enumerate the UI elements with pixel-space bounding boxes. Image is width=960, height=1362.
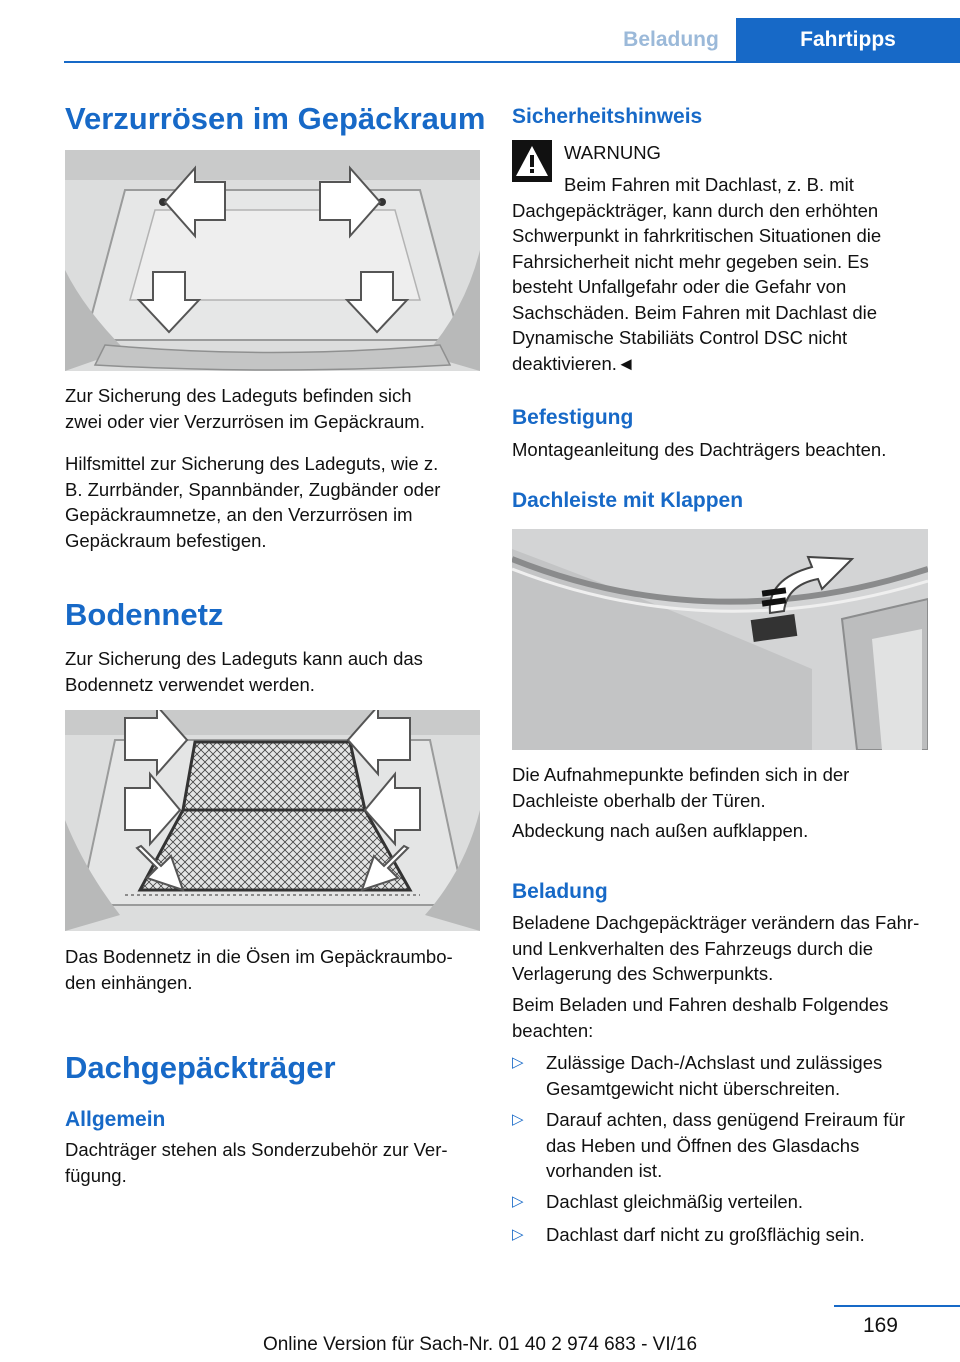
paragraph-verzurr-1: Zur Sicherung des Ladeguts befinden sich zwei oder vier Verzurrösen im Gepäckraum. xyxy=(65,385,425,432)
paragraph-befestigung: Montageanleitung des Dachträgers beachten. xyxy=(512,439,887,460)
roof-rail-illustration xyxy=(512,529,928,750)
paragraph-verzurr-2: Hilfsmittel zur Sicherung des Ladeguts, wie z. B. Zurrbänder, Spannbänder, Zugbänder oder Gepäckraumnetze, an den Verzurrösen im Gepäckraum befestigen. xyxy=(65,453,441,551)
heading-beladung: Beladung xyxy=(512,880,608,903)
figure-floor-net xyxy=(65,710,480,931)
paragraph-abdeckung: Abdeckung nach außen aufklappen. xyxy=(512,820,809,841)
paragraph-beladung-1: Beladene Dachgepäckträger verändern das Fahr- und Lenkverhalten des Fahrzeugs durch die Verlagerung des Schwerpunkts. xyxy=(512,912,920,984)
heading-dachleiste: Dachleiste mit Klappen xyxy=(512,489,744,512)
heading-bodennetz: Bodennetz xyxy=(65,597,224,632)
heading-allgemein: Allgemein xyxy=(65,1108,166,1131)
list-item-text: Darauf achten, dass genügend Freiraum für das Heben und Öffnen des Glasdachs vorhanden ist. xyxy=(546,1109,905,1181)
page-number: 169 xyxy=(862,1314,898,1337)
page-header xyxy=(0,0,960,62)
paragraph-bodennetz-1: Zur Sicherung des Ladeguts kann auch das Bodennetz verwendet werden. xyxy=(65,648,423,695)
heading-sicherheitshinweis: Sicherheitshinweis xyxy=(512,105,703,128)
trunk-tie-downs-illustration xyxy=(65,150,480,371)
floor-net-illustration xyxy=(65,710,480,931)
paragraph-allgemein: Dachträger stehen als Sonderzubehör zur Ver‐fügung. xyxy=(65,1139,448,1186)
header-tab-beladung[interactable]: Beladung xyxy=(623,28,719,51)
list-item-text: Dachlast darf nicht zu großflächig sein. xyxy=(546,1224,865,1245)
paragraph-beladung-2: Beim Beladen und Fahren deshalb Folgendes beachten: xyxy=(512,994,889,1041)
heading-verzurroesen: Verzurrösen im Gepäckraum xyxy=(65,101,486,136)
figure-trunk-tie-downs xyxy=(65,150,480,371)
bullet-triangle-icon: ▷ xyxy=(512,1111,524,1128)
list-item-text: Dachlast gleichmäßig verteilen. xyxy=(546,1191,804,1212)
footer-online-version: Online Version für Sach-Nr. 01 40 2 974 683 - VI/16 xyxy=(262,1334,698,1355)
bullet-triangle-icon: ▷ xyxy=(512,1193,524,1210)
bullet-triangle-icon: ▷ xyxy=(512,1226,524,1243)
heading-befestigung: Befestigung xyxy=(512,406,634,429)
header-rule xyxy=(64,61,960,63)
bullet-triangle-icon: ▷ xyxy=(512,1054,524,1071)
footer-rule xyxy=(834,1305,960,1307)
paragraph-bodennetz-2: Das Bodennetz in die Ösen im Gepäckraumbo‐den einhängen. xyxy=(65,946,453,993)
warning-text: Beim Fahren mit Dachlast, z. B. mit Dachgepäckträger, kann durch den erhöhten Schwerpunkt in fahrkritischen Situationen die Fahrsicherheit nicht mehr gegeben sein. Es besteht Unfallgefahr oder die Gefahr von Sachschäden. Beim Fahren mit Dachlast die Dynamische Stabiliäts Control DSC nicht deaktivieren.◄ xyxy=(512,174,882,374)
warning-label: WARNUNG xyxy=(564,142,661,163)
header-tab-fahrtipps[interactable]: Fahrtipps xyxy=(736,18,960,62)
figure-roof-rail xyxy=(512,529,928,750)
paragraph-aufnahmepunkte: Die Aufnahmepunkte befinden sich in der Dachleiste oberhalb der Türen. xyxy=(512,764,850,811)
heading-dachgepaecktraeger: Dachgepäckträger xyxy=(65,1050,336,1085)
list-item-text: Zulässige Dach-/Achslast und zulässiges Gesamtgewicht nicht überschreiten. xyxy=(546,1052,883,1099)
